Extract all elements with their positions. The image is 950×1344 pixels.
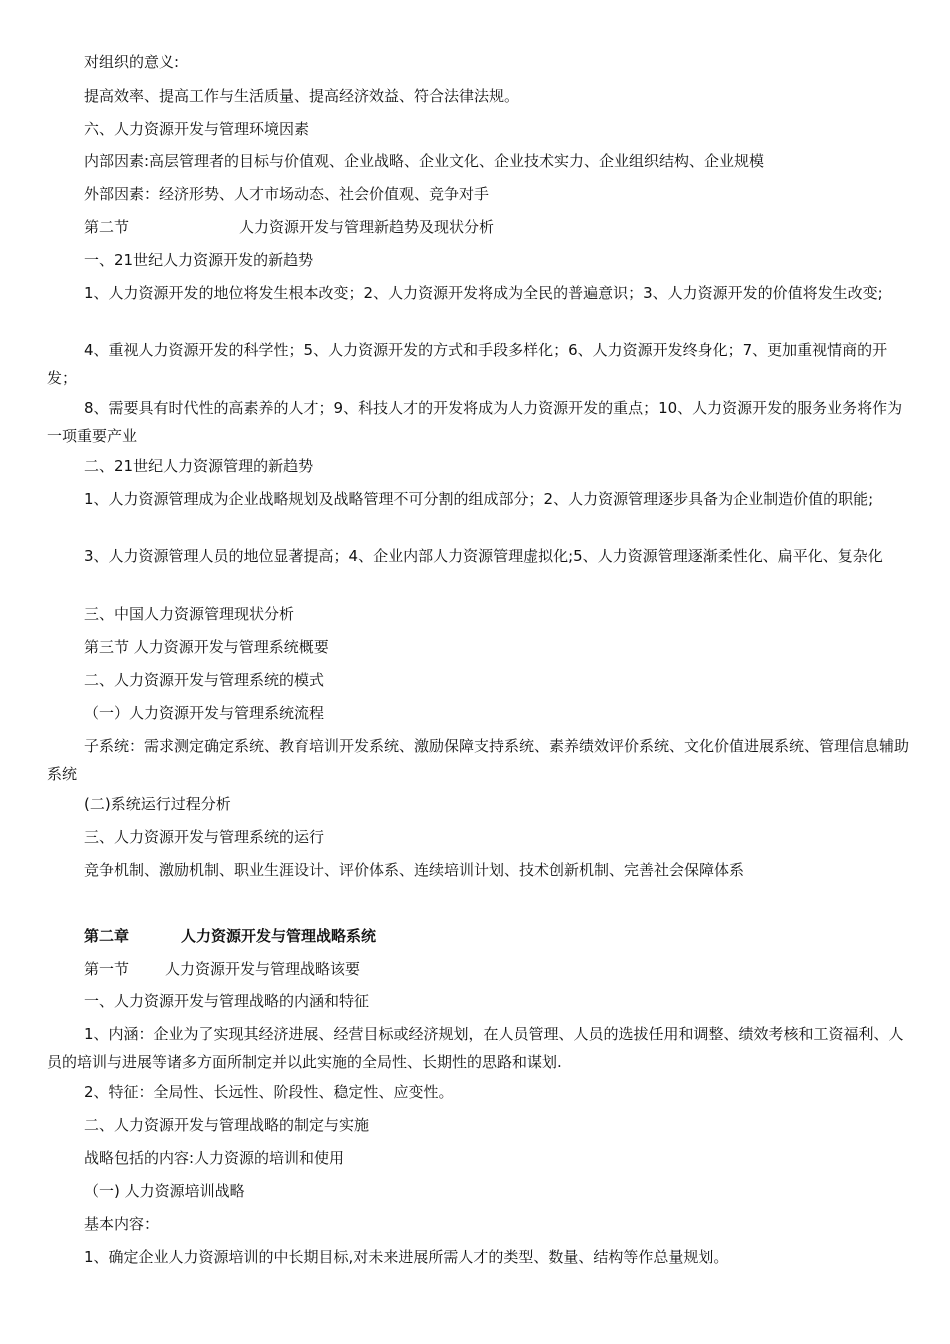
section-label: 第二节 (84, 218, 130, 236)
paragraph: 子系统：需求测定确定系统、教育培训开发系统、激励保障支持系统、素养绩效评价系统、文化价值进展系统、管理信息辅助系统 (47, 737, 910, 783)
section-title: 人力资源开发与管理战略该要 (165, 960, 361, 978)
chapter-heading (84, 926, 376, 946)
subheading: 三、人力资源开发与管理系统的运行 (84, 828, 325, 846)
section-heading (84, 217, 494, 237)
paragraph: 提高效率、提高工作与生活质量、提高经济效益、符合法律法规。 (84, 87, 520, 105)
paragraph: 竞争机制、激励机制、职业生涯设计、评价体系、连续培训计划、技术创新机制、完善社会保障体系 (84, 861, 745, 879)
section-title: 人力资源开发与管理新趋势及现状分析 (239, 218, 495, 236)
subheading: 二、人力资源开发与管理战略的制定与实施 (84, 1116, 370, 1134)
paragraph: 内部因素:高层管理者的目标与价值观、企业战略、企业文化、企业技术实力、企业组织结构、企业规模 (84, 152, 765, 170)
paragraph: 对组织的意义: (84, 53, 180, 71)
paragraph: 2、特征：全局性、长远性、阶段性、稳定性、应变性。 (84, 1083, 454, 1101)
subheading: 二、21世纪人力资源管理的新趋势 (84, 457, 314, 475)
subheading: (二)系统运行过程分析 (84, 795, 231, 813)
heading-six: 六、人力资源开发与管理环境因素 (84, 120, 310, 138)
paragraph: 1、人力资源管理成为企业战略规划及战略管理不可分割的组成部分；2、人力资源管理逐步具备为企业制造价值的职能; (84, 490, 874, 508)
paragraph: 3、人力资源管理人员的地位显著提高；4、企业内部人力资源管理虚拟化;5、人力资源管理逐渐柔性化、扁平化、复杂化 (84, 547, 883, 565)
paragraph: 4、重视人力资源开发的科学性；5、人力资源开发的方式和手段多样化；6、人力资源开发终身化；7、更加重视情商的开发； (47, 341, 888, 387)
section-label: 第一节 (84, 960, 130, 978)
chapter-title: 人力资源开发与管理战略系统 (181, 927, 377, 945)
subheading: 二、人力资源开发与管理系统的模式 (84, 671, 325, 689)
paragraph: 1、人力资源开发的地位将发生根本改变；2、人力资源开发将成为全民的普遍意识；3、人力资源开发的价值将发生改变; (84, 284, 883, 302)
paragraph: 战略包括的内容:人力资源的培训和使用 (84, 1149, 345, 1167)
paragraph: 1、确定企业人力资源培训的中长期目标,对未来进展所需人才的类型、数量、结构等作总量规划。 (84, 1248, 729, 1266)
subheading: 三、中国人力资源管理现状分析 (84, 605, 295, 623)
subheading: 一、人力资源开发与管理战略的内涵和特征 (84, 992, 370, 1010)
paragraph: 8、需要具有时代性的高素养的人才；9、科技人才的开发将成为人力资源开发的重点；10、人力资源开发的服务业务将作为一项重要产业 (47, 399, 903, 445)
section-heading (84, 959, 360, 979)
section-heading: 第三节 人力资源开发与管理系统概要 (84, 638, 329, 656)
paragraph: 基本内容： (84, 1215, 160, 1233)
paragraph: 外部因素：经济形势、人才市场动态、社会价值观、竞争对手 (84, 185, 490, 203)
paragraph: 1、内涵：企业为了实现其经济进展、经营目标或经济规划，在人员管理、人员的选拔任用和调整、绩效考核和工资福利、人员的培训与进展等诸多方面所制定并以此实施的全局性、长期性的思路和谋划. (47, 1025, 904, 1071)
chapter-label: 第二章 (84, 927, 130, 945)
subheading: （一）人力资源开发与管理系统流程 (84, 704, 325, 722)
subheading: （一) 人力资源培训战略 (84, 1182, 245, 1200)
subheading: 一、21世纪人力资源开发的新趋势 (84, 251, 314, 269)
